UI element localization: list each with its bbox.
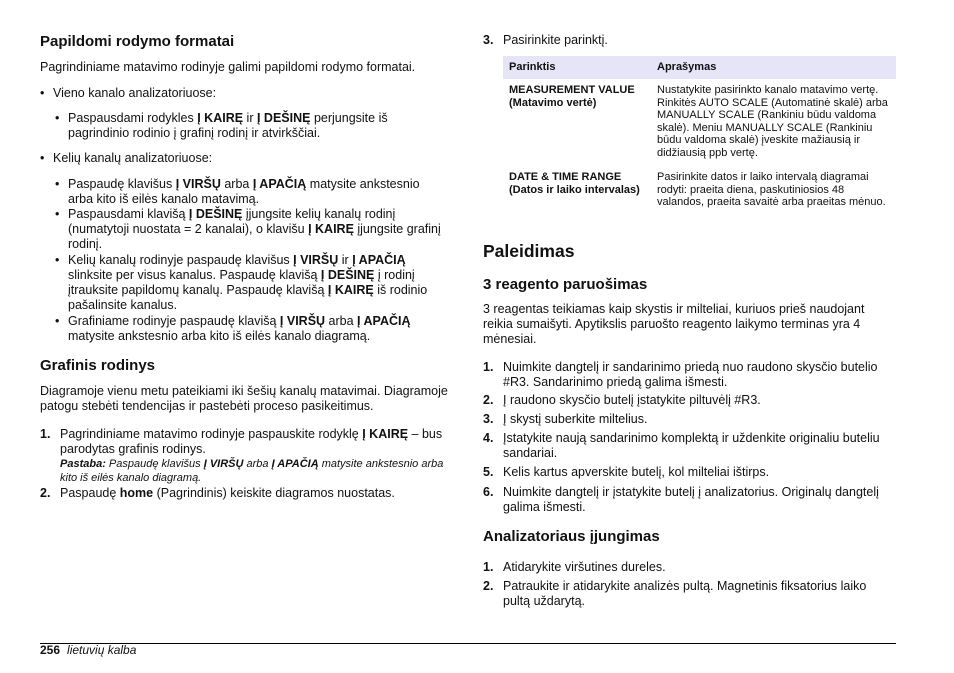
- heading-startup: Paleidimas: [483, 241, 575, 261]
- table-header: Aprašymas: [651, 56, 896, 79]
- page-number: 256: [40, 643, 61, 657]
- table-header-row: [503, 56, 896, 79]
- reagent-step: [483, 393, 898, 408]
- paragraph-reagent: 3 reagentas teikiamas kaip skystis ir milteliai, kuriuos prieš naudojant reikia sumaišyti. Apytikslis paruošto reagento laikymo terminas yra 4 mėnesiai.: [483, 302, 865, 346]
- step-number: 1.: [483, 560, 494, 574]
- step-text: Įstatykite naują sandarinimo komplektą ir uždenkite originaliu buteliu sandariai.: [503, 431, 880, 460]
- step-number: 3.: [483, 33, 494, 47]
- reagent-step: [483, 485, 898, 515]
- option-description: Pasirinkite datos ir laiko intervalą diagramai rodyti: praeita diena, paskutiniosios 48 valandos, praeita savaitė arba praeitas mėnuo.: [657, 171, 886, 208]
- step-text: Kelis kartus apverskite butelį, kol milteliai ištirps.: [503, 465, 770, 479]
- footer-language: lietuvių kalba: [67, 643, 137, 657]
- step-text: Paspaudę home (Pagrindinis) keiskite diagramos nuostatas.: [60, 486, 395, 500]
- footer-divider: [40, 643, 896, 644]
- reagent-step: [483, 412, 898, 427]
- heading-display-formats: Papildomi rodymo formatai: [40, 33, 235, 50]
- option-description: Nustatykite pasirinkto kanalo matavimo vertę. Rinkitės AUTO SCALE (Automatinė skalė) arba MANUALLY SCALE (Rankiniu būdu valdoma skalė). Meniu MANUALLY SCALE (Rankiniu būdu valdoma skalė) įveskite mažiausią ir didžiausią ppb vertę.: [657, 84, 888, 159]
- step-text: Patraukite ir atidarykite analizės pultą. Magnetinis fiksatorius laiko pultą uždarytą.: [503, 579, 867, 608]
- option-name: MEASUREMENT VALUE (Matavimo vertė): [509, 84, 635, 109]
- bullet-multi-b1: • Paspaudę klavišus Į VIRŠŲ arba Į APAČIĄ matysite ankstesnio arba kito iš eilės kanalo matavimą.: [68, 177, 443, 207]
- bullet-single-channel: • Vieno kanalo analizatoriuose:: [53, 86, 216, 101]
- step-text: Į raudono skysčio butelį įstatykite piltuvėlį #R3.: [503, 393, 761, 407]
- graph-step-2: [40, 486, 458, 501]
- step-number: 3.: [483, 412, 494, 426]
- step-number: 4.: [483, 431, 494, 445]
- paragraph-graph-view: Diagramoje vienu metu pateikiami iki šešių kanalų matavimai. Diagramoje patogu stebėti tendencijas ir pastebėti proceso pasikeitimus.: [40, 384, 448, 413]
- reagent-step: [483, 465, 898, 480]
- step-number: 2.: [483, 579, 494, 593]
- option-name: DATE & TIME RANGE (Datos ir laiko intervalas): [509, 171, 640, 196]
- table-row: [503, 79, 896, 171]
- bullet-multi-b3: • Kelių kanalų rodinyje paspaudę klavišus Į VIRŠŲ ir Į APAČIĄ slinksite per visus kanalus. Paspaudę klavišą Į DEŠINĘ į rodinį įtrauksite papildomų kanalų. Paspaudę klavišą Į KAIRĘ iš rodinio pašalinsite kanalus.: [68, 253, 453, 313]
- step-number: 5.: [483, 465, 494, 479]
- analyzer-step: [483, 560, 898, 575]
- reagent-step: [483, 360, 898, 390]
- step-text: Į skystį suberkite miltelius.: [503, 412, 648, 426]
- step-text: Pagrindiniame matavimo rodinyje paspauskite rodyklę Į KAIRĘ – bus parodytas grafinis rodinys.: [60, 427, 443, 456]
- note: Pastaba: Paspaudę klavišus Į VIRŠŲ arba Į APAČIĄ matysite ankstesnio arba kito iš eilės kanalo diagramą.: [60, 458, 444, 484]
- step-number: 6.: [483, 485, 494, 499]
- option-step-3: [483, 33, 898, 48]
- step-text: Nuimkite dangtelį ir įstatykite butelį į analizatorius. Originalų dangtelį galima išmesti.: [503, 485, 879, 514]
- step-text: Pasirinkite parinktį.: [503, 33, 608, 47]
- footer: [40, 643, 136, 657]
- table-row: [503, 171, 896, 209]
- options-table: [503, 56, 896, 209]
- bullet-multi-b4: • Grafiniame rodinyje paspaudę klavišą Į VIRŠŲ arba Į APAČIĄ matysite ankstesnio arba kito iš eilės kanalo diagramą.: [68, 314, 453, 344]
- bullet-multi-b2: • Paspausdami klavišą Į DEŠINĘ įjungsite kelių kanalų rodinį (numatytoji nuostata = 2 kanalai), o klavišu Į KAIRĘ įjungsite grafinį rodinį.: [68, 207, 456, 252]
- step-text: Nuimkite dangtelį ir sandarinimo priedą nuo raudono skysčio butelio #R3. Sandarinimo priedą galima išmesti.: [503, 360, 878, 389]
- step-number: 2.: [40, 486, 51, 500]
- analyzer-step: [483, 579, 883, 609]
- step-number: 1.: [483, 360, 494, 374]
- graph-step-1: [40, 427, 458, 485]
- step-number: 2.: [483, 393, 494, 407]
- step-text: Atidarykite viršutines dureles.: [503, 560, 666, 574]
- heading-graph-view: Grafinis rodinys: [40, 357, 156, 374]
- bullet-single-b1: • Paspausdami rodykles Į KAIRĘ ir Į DEŠINĘ perjungsite iš pagrindinio rodinio į grafinį rodinį ir atvirkščiai.: [68, 111, 428, 141]
- bullet-multi-channel: • Kelių kanalų analizatoriuose:: [53, 151, 212, 166]
- heading-analyzer-startup: Analizatoriaus įjungimas: [483, 528, 660, 545]
- paragraph-display-formats: Pagrindiniame matavimo rodinyje galimi papildomi rodymo formatai.: [40, 60, 416, 74]
- reagent-step: [483, 431, 898, 461]
- table-header: Parinktis: [503, 56, 651, 79]
- heading-reagent-preparation: 3 reagento paruošimas: [483, 276, 648, 293]
- step-number: 1.: [40, 427, 51, 441]
